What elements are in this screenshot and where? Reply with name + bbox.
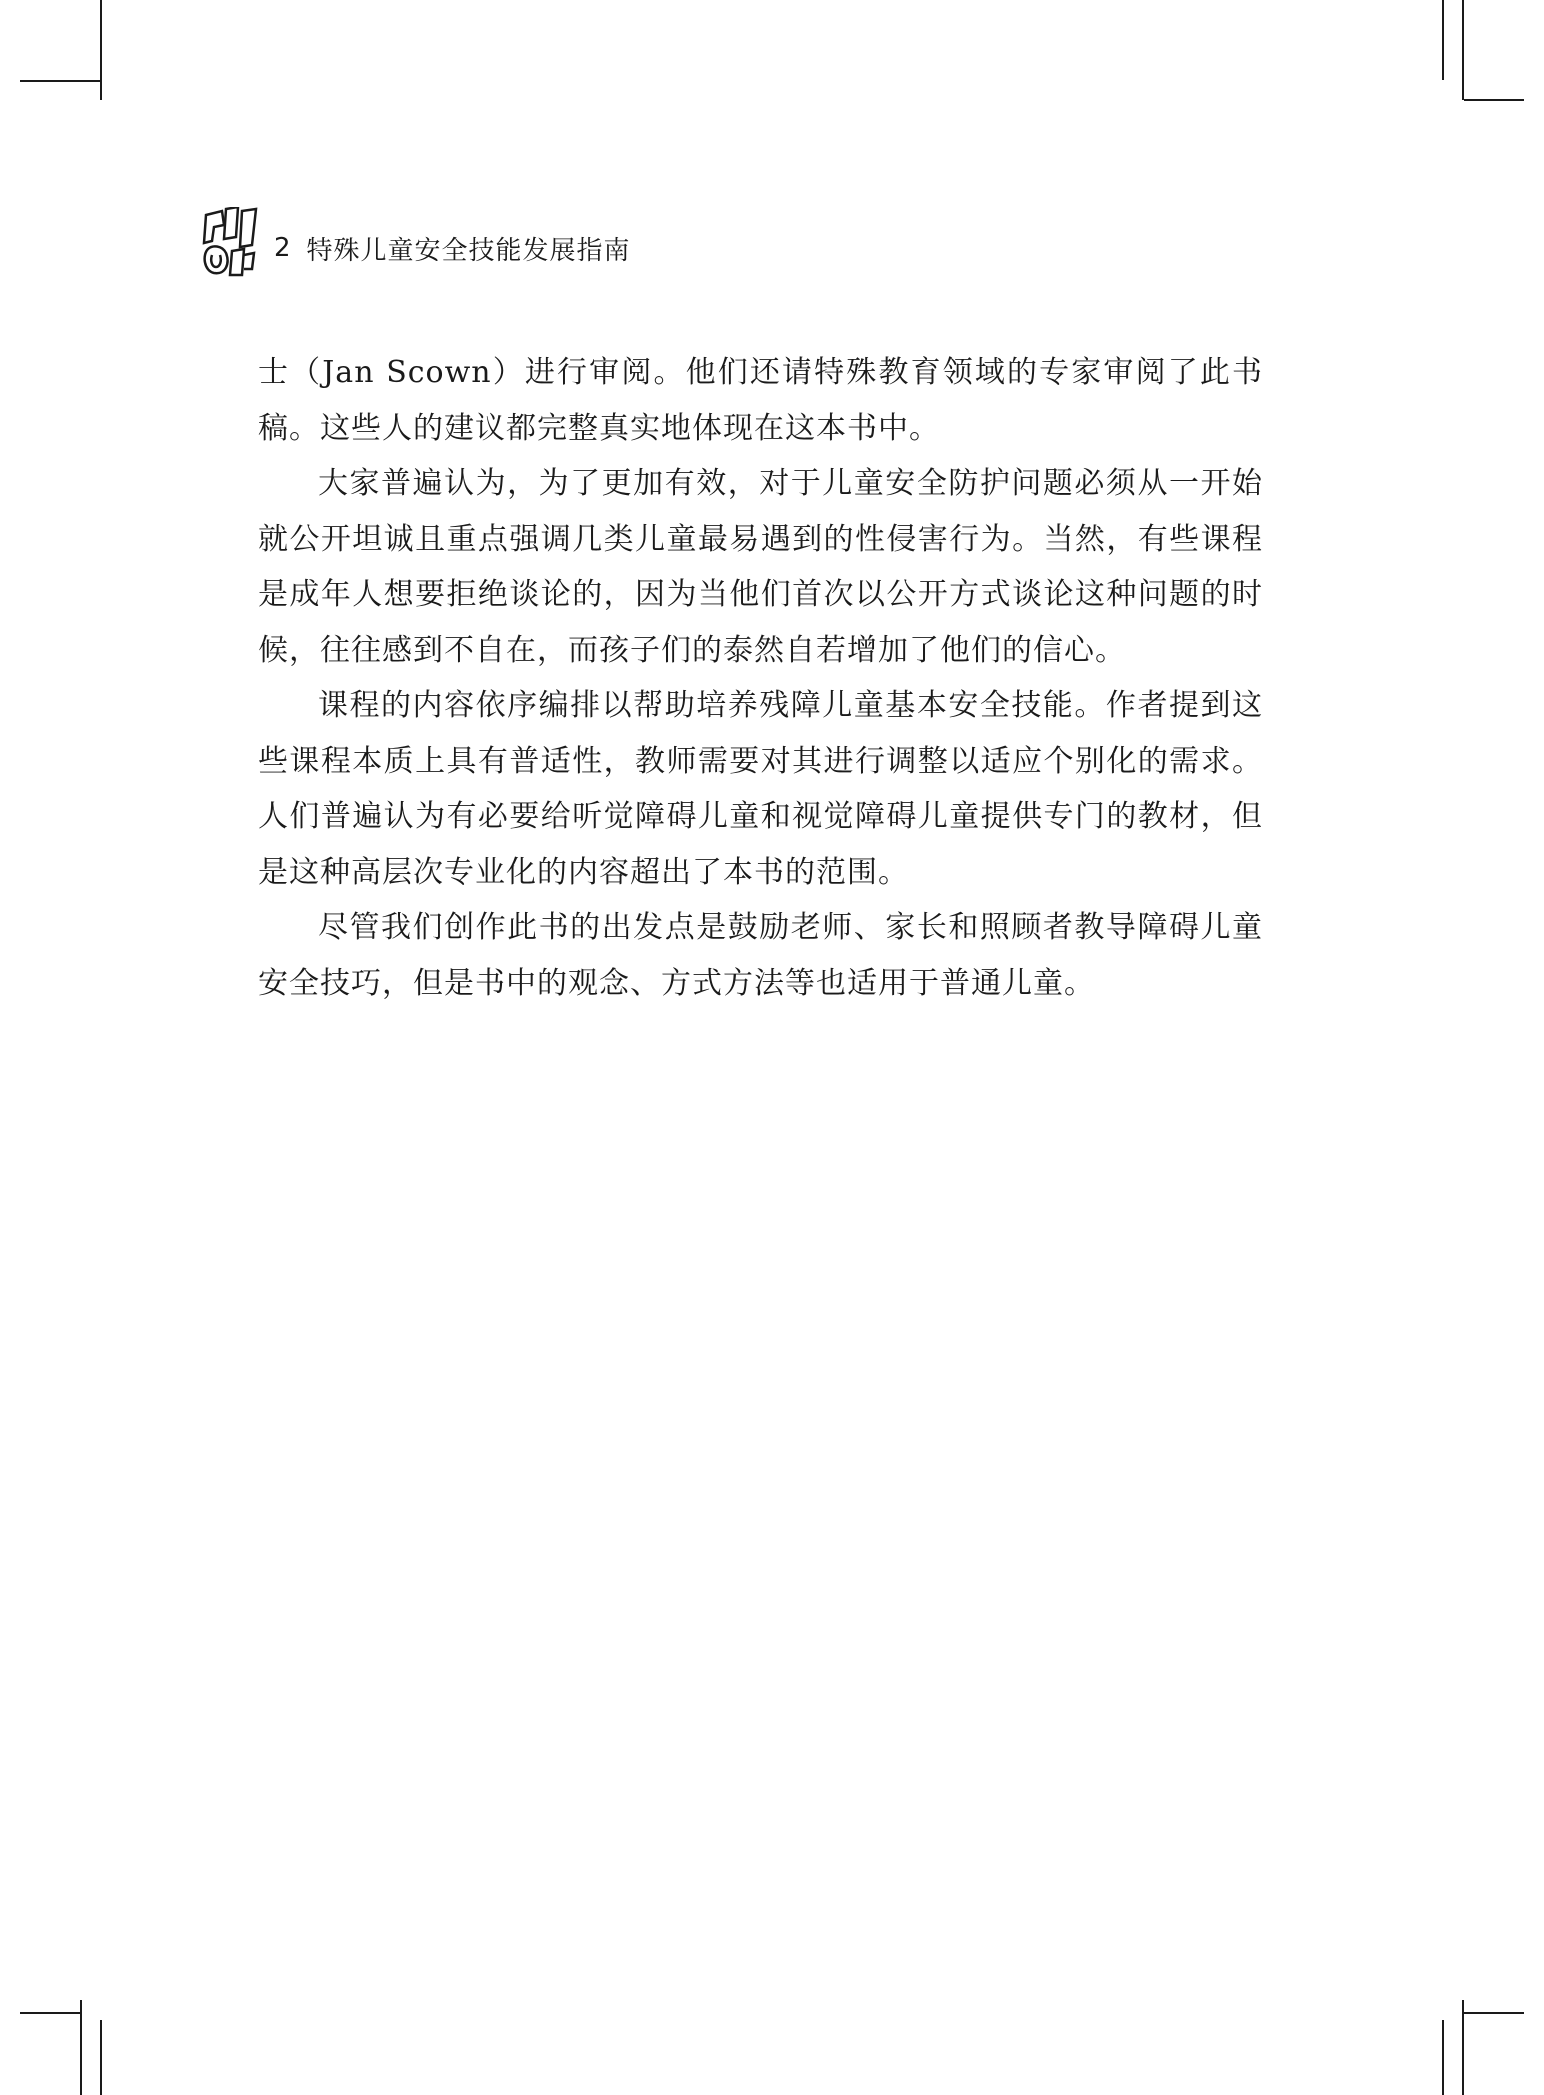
crop-mark-bottom-right-horizontal xyxy=(1464,2012,1524,2014)
paragraph: 大家普遍认为，为了更加有效，对于儿童安全防护问题必须从一开始就公开坦诚且重点强调几类儿童最易遇到的性侵害行为。当然，有些课程是成年人想要拒绝谈论的，因为当他们首次以公开方式谈论这种问题的时候，往往感到不自在，而孩子们的泰然自若增加了他们的信心。 xyxy=(258,466,1263,668)
crop-mark-top-right-vertical-2 xyxy=(1462,0,1464,100)
crop-mark-bottom-left-vertical-2 xyxy=(100,2020,102,2095)
crop-mark-bottom-left-vertical xyxy=(80,2000,82,2095)
running-header xyxy=(200,206,631,278)
crop-mark-bottom-right-vertical xyxy=(1442,2020,1444,2095)
series-logo-icon xyxy=(200,207,260,277)
crop-mark-bottom-left-horizontal xyxy=(20,2012,80,2014)
crop-mark-bottom-right-vertical-2 xyxy=(1462,2000,1464,2095)
paragraph: 课程的内容依序编排以帮助培养残障儿童基本安全技能。作者提到这些课程本质上具有普适性，教师需要对其进行调整以适应个别化的需求。人们普遍认为有必要给听觉障碍儿童和视觉障碍儿童提供专门的教材，但是这种高层次专业化的内容超出了本书的范围。 xyxy=(258,688,1263,890)
crop-mark-top-left-vertical xyxy=(100,0,102,100)
crop-mark-top-right-vertical xyxy=(1442,0,1444,80)
page-number: 2 xyxy=(274,233,291,263)
body-text xyxy=(258,345,1263,1011)
crop-mark-top-right-horizontal xyxy=(1464,99,1524,101)
running-title: 特殊儿童安全技能发展指南 xyxy=(306,235,631,266)
paragraph: 士（Jan Scown）进行审阅。他们还请特殊教育领域的专家审阅了此书稿。这些人的建议都完整真实地体现在这本书中。 xyxy=(258,355,1263,446)
paragraph: 尽管我们创作此书的出发点是鼓励老师、家长和照顾者教导障碍儿童安全技巧，但是书中的观念、方式方法等也适用于普通儿童。 xyxy=(258,910,1263,1001)
crop-mark-top-left-horizontal xyxy=(20,80,100,82)
